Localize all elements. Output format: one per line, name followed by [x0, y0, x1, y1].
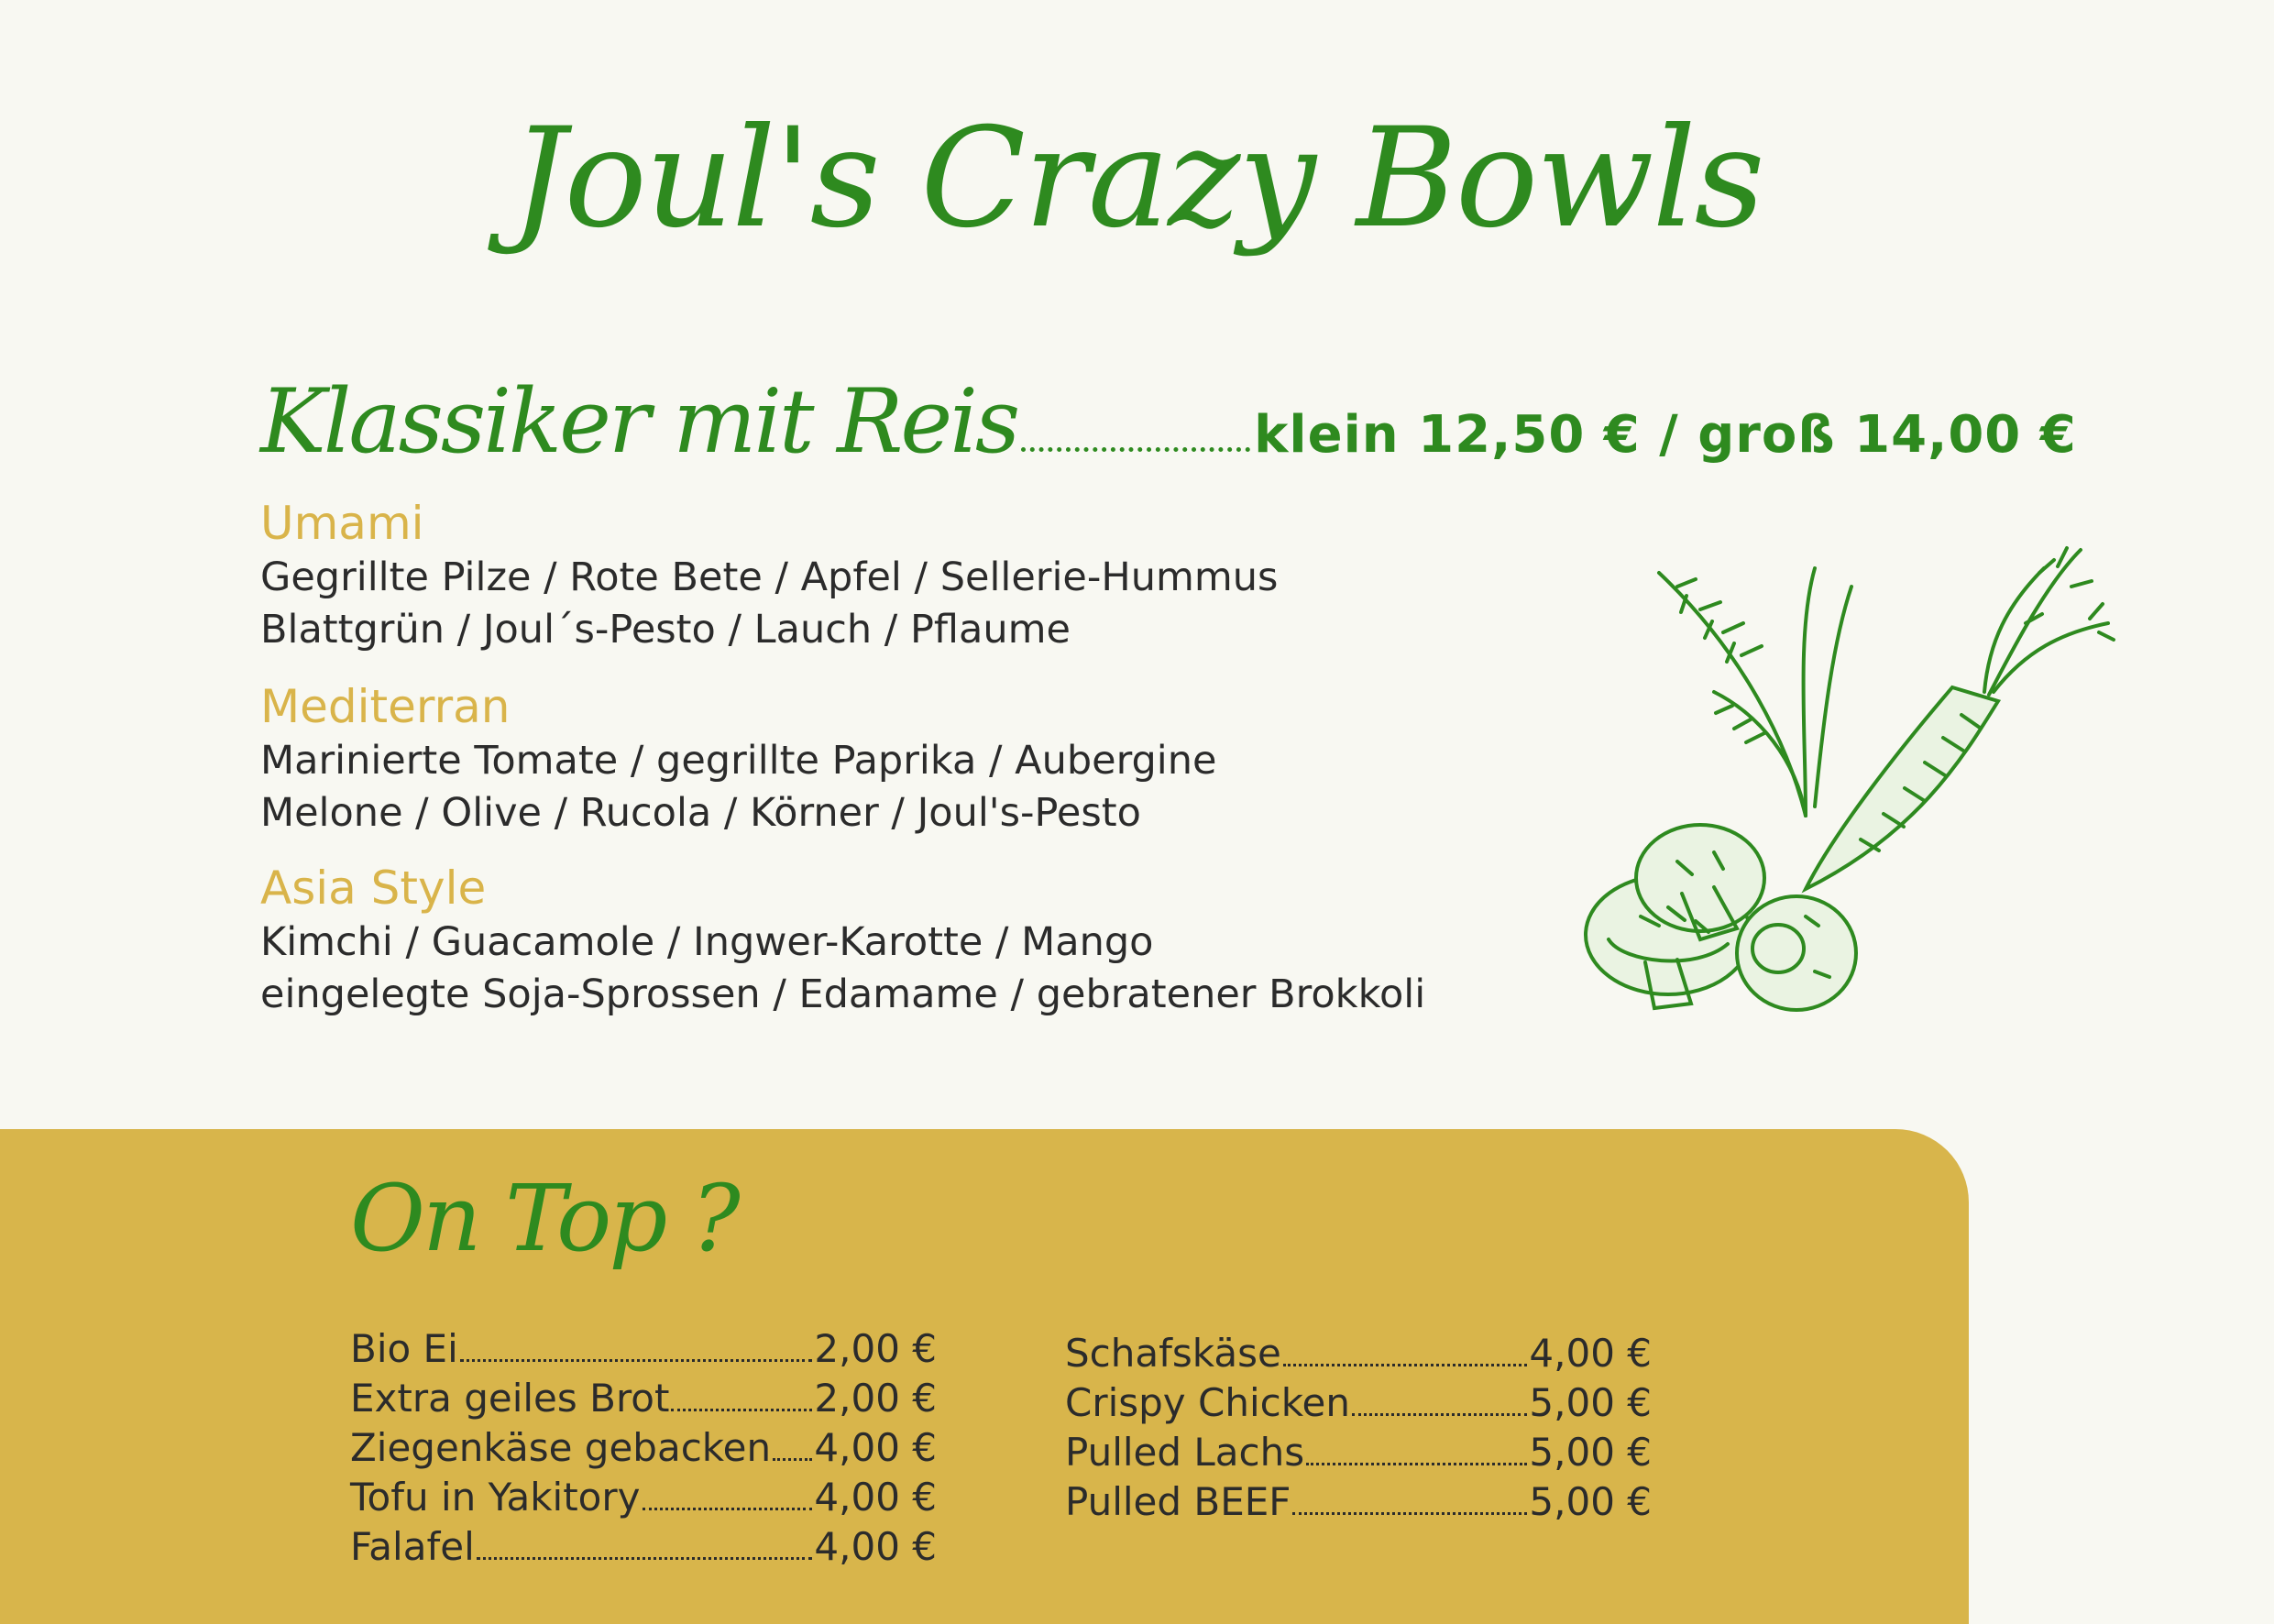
- item-price: 5,00 €: [1529, 1380, 1652, 1425]
- category-umami: [260, 495, 1278, 656]
- ontop-panel: [0, 1129, 1969, 1624]
- list-item: [1065, 1477, 1652, 1527]
- vegetables-illustration-icon: [1531, 532, 2136, 1026]
- item-name: Tofu in Yakitory: [350, 1475, 641, 1520]
- category-name: Umami: [260, 497, 424, 550]
- leader-dots: [1352, 1413, 1527, 1416]
- list-item: [1065, 1428, 1652, 1477]
- item-name: Extra geiles Brot: [350, 1376, 670, 1421]
- item-price: 4,00 €: [1529, 1331, 1652, 1376]
- item-name: Schafskäse: [1065, 1331, 1281, 1376]
- list-item: [1065, 1378, 1652, 1428]
- section-leader-dots: [1021, 447, 1250, 452]
- ontop-left-list: [350, 1324, 937, 1572]
- item-name: Falafel: [350, 1524, 475, 1569]
- list-item: [350, 1473, 937, 1522]
- ontop-right-list: [1065, 1329, 1652, 1527]
- category-name: Asia Style: [260, 861, 487, 915]
- item-price: 4,00 €: [814, 1524, 937, 1569]
- category-line: Marinierte Tomate / gegrillte Paprika / Aubergine: [260, 738, 1217, 784]
- item-price: 2,00 €: [814, 1376, 937, 1421]
- section-price: klein 12,50 € / groß 14,00 €: [1254, 405, 2077, 465]
- list-item: [350, 1423, 937, 1473]
- leader-dots: [643, 1508, 813, 1510]
- leader-dots: [477, 1557, 813, 1560]
- menu-title: Joul's Crazy Bowls: [511, 99, 1763, 258]
- list-item: [350, 1374, 937, 1423]
- list-item: [350, 1324, 937, 1374]
- category-mediterran: [260, 678, 1216, 839]
- category-line: eingelegte Soja-Sprossen / Edamame / gebratener Brokkoli: [260, 971, 1426, 1017]
- leader-dots: [671, 1409, 812, 1411]
- item-name: Bio Ei: [350, 1326, 458, 1371]
- section-header: [260, 362, 2077, 481]
- list-item: [350, 1522, 937, 1572]
- category-line: Melone / Olive / Rucola / Körner / Joul's-Pesto: [260, 790, 1141, 836]
- leader-dots: [460, 1359, 813, 1362]
- item-price: 2,00 €: [814, 1326, 937, 1371]
- leader-dots: [1292, 1512, 1527, 1515]
- category-line: Gegrillte Pilze / Rote Bete / Apfel / Sellerie-Hummus: [260, 554, 1279, 600]
- item-name: Crispy Chicken: [1065, 1380, 1351, 1425]
- item-price: 5,00 €: [1529, 1479, 1652, 1524]
- section-title: Klassiker mit Reis: [260, 370, 1018, 473]
- leader-dots: [1306, 1463, 1527, 1465]
- leader-dots: [1283, 1364, 1528, 1366]
- category-line: Blattgrün / Joul´s-Pesto / Lauch / Pflaume: [260, 607, 1071, 653]
- category-line: Kimchi / Guacamole / Ingwer-Karotte / Mango: [260, 919, 1154, 965]
- item-name: Ziegenkäse gebacken: [350, 1425, 772, 1470]
- category-name: Mediterran: [260, 680, 511, 733]
- list-item: [1065, 1329, 1652, 1378]
- item-name: Pulled BEEF: [1065, 1479, 1291, 1524]
- ontop-title: On Top ?: [350, 1165, 738, 1272]
- leader-dots: [773, 1458, 812, 1461]
- category-asia-style: [260, 860, 1425, 1021]
- item-price: 4,00 €: [814, 1425, 937, 1470]
- item-name: Pulled Lachs: [1065, 1430, 1305, 1475]
- item-price: 5,00 €: [1529, 1430, 1652, 1475]
- item-price: 4,00 €: [814, 1475, 937, 1520]
